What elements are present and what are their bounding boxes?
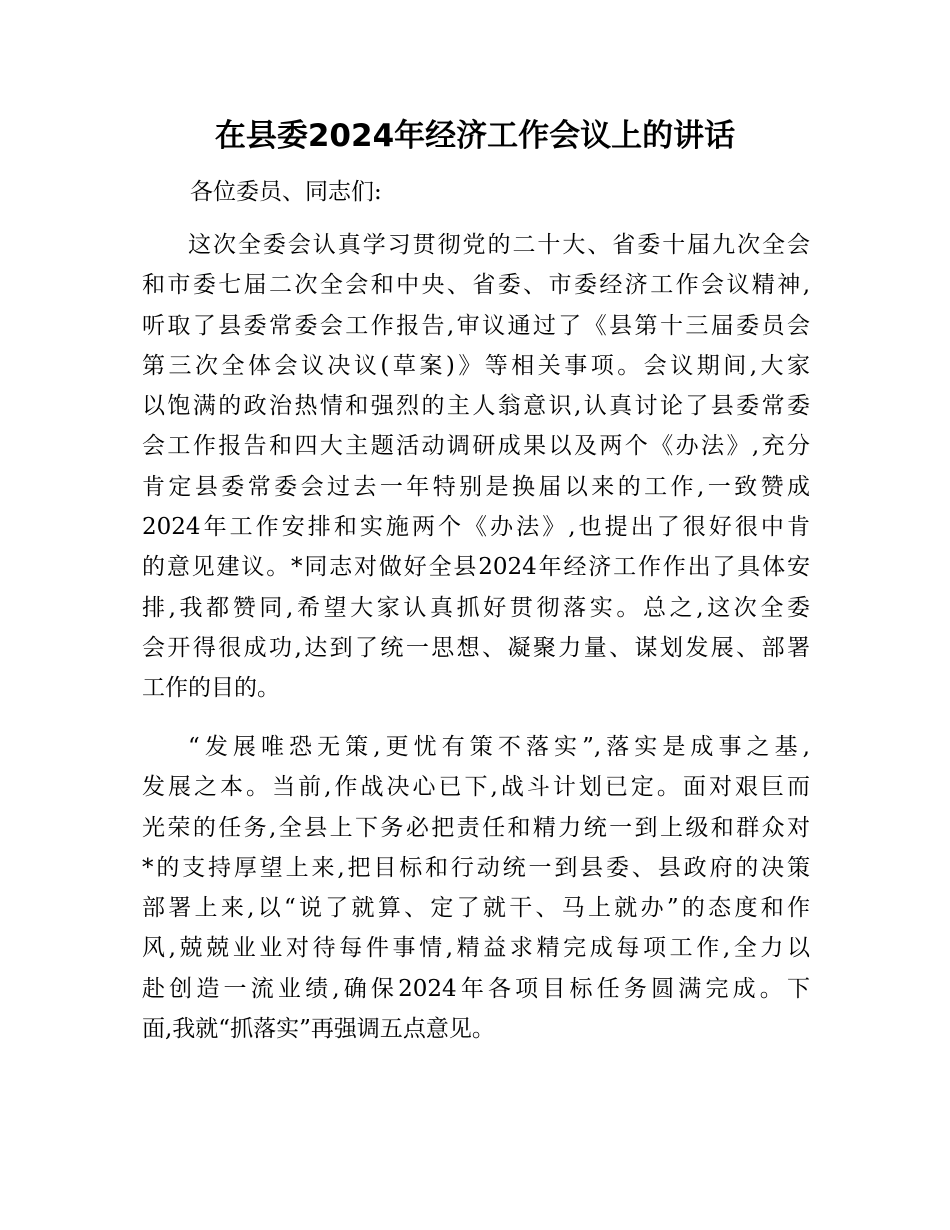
- paragraph-line: 部署上来,以“说了就算、定了就干、马上就办”的态度和作: [142, 895, 810, 922]
- paragraph-line: “发展唯恐无策,更忧有策不落实”,落实是成事之基,: [188, 734, 810, 760]
- paragraph-line: 以饱满的政治热情和强烈的主人翁意识,认真讨论了县委常委: [142, 393, 810, 420]
- paragraph-line: 发展之本。当前,作战决心已下,战斗计划已定。面对艰巨而: [142, 774, 810, 801]
- paragraph-line: 工作的目的。: [142, 675, 280, 702]
- paragraph-line: 面,我就“抓落实”再强调五点意见。: [142, 1016, 495, 1043]
- paragraph-line: 和市委七届二次全会和中央、省委、市委经济工作会议精神,: [142, 272, 810, 299]
- paragraph-line: 光荣的任务,全县上下务必把责任和精力统一到上级和群众对: [142, 814, 810, 841]
- paragraph: [142, 225, 810, 709]
- paragraph: [142, 727, 810, 1049]
- paragraph-line: 风,兢兢业业对待每件事情,精益求精完成每项工作,全力以: [142, 935, 810, 962]
- paragraph-line: 排,我都赞同,希望大家认真抓好贯彻落实。总之,这次全委: [142, 594, 810, 621]
- paragraph-line: 第三次全体会议决议(草案)》等相关事项。会议期间,大家: [142, 352, 810, 379]
- paragraph-line: 会工作报告和四大主题活动调研成果以及两个《办法》,充分: [142, 433, 810, 460]
- paragraph-line: 赴创造一流业绩,确保2024年各项目标任务圆满完成。下: [142, 975, 810, 1002]
- paragraph-line: 2024年工作安排和实施两个《办法》,也提出了很好很中肯: [142, 514, 810, 541]
- document-title: 在县委2024年经济工作会议上的讲话: [214, 118, 736, 154]
- paragraph-line: 这次全委会认真学习贯彻党的二十大、省委十届九次全会: [188, 232, 810, 258]
- paragraph-line: *的支持厚望上来,把目标和行动统一到县委、县政府的决策: [142, 854, 810, 881]
- salutation: 各位委员、同志们:: [190, 179, 382, 205]
- paragraph-line: 的意见建议。*同志对做好全县2024年经济工作作出了具体安: [142, 554, 810, 581]
- paragraph-line: 肯定县委常委会过去一年特别是换届以来的工作,一致赞成: [142, 473, 810, 500]
- paragraph-line: 听取了县委常委会工作报告,审议通过了《县第十三届委员会: [142, 312, 810, 339]
- paragraph-line: 会开得很成功,达到了统一思想、凝聚力量、谋划发展、部署: [142, 634, 810, 661]
